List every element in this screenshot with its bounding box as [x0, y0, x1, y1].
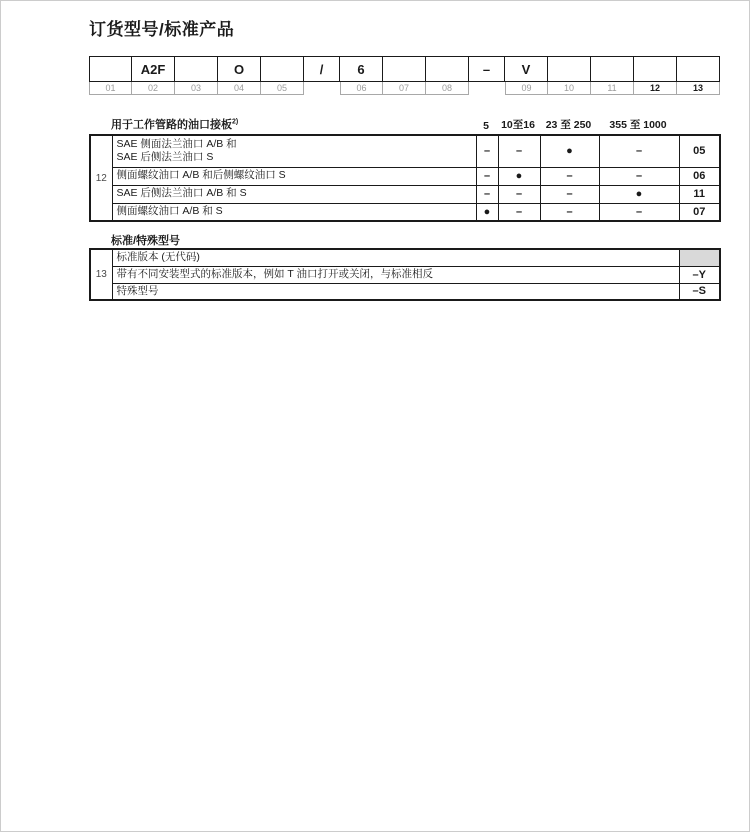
availability-cell: ● [476, 203, 498, 221]
row-label: 标准版本 (无代码) [112, 249, 679, 266]
code-cell-13 [677, 56, 720, 82]
row-label: 特殊型号 [112, 283, 679, 300]
footnote-marker: 2) [232, 118, 239, 126]
availability-cell: – [476, 167, 498, 185]
size-header-355-1000: 355 至 1000 [609, 119, 667, 131]
availability-cell: ● [540, 135, 599, 167]
availability-cell: – [476, 185, 498, 203]
size-header-23-250: 23 至 250 [545, 119, 592, 131]
code-cell-06: 6 [340, 56, 383, 82]
position-number: 05 [261, 82, 304, 95]
page-title: 订货型号/标准产品 [89, 20, 235, 39]
ordering-code-positions [89, 82, 720, 95]
position-number: 09 [505, 82, 548, 95]
availability-cell: – [599, 167, 679, 185]
option-code: 07 [679, 203, 720, 221]
code-cell-separator-slash: / [304, 56, 340, 82]
code-cell-05 [261, 56, 304, 82]
code-cell-04: O [218, 56, 261, 82]
row-label [112, 185, 476, 203]
table-row [90, 135, 720, 167]
table-row [90, 185, 720, 203]
position-gap [304, 82, 340, 95]
position-number: 01 [89, 82, 132, 95]
size-header-10-16: 10至16 [501, 119, 535, 131]
availability-cell: – [540, 185, 599, 203]
code-cell-10 [548, 56, 591, 82]
code-cell-12 [634, 56, 677, 82]
position-number: 10 [548, 82, 591, 95]
position-number: 03 [175, 82, 218, 95]
standard-special-table [89, 248, 721, 301]
code-cell-01 [89, 56, 132, 82]
section-number: 13 [90, 249, 112, 300]
ordering-code-row [89, 56, 720, 82]
row-label-line: SAE 后侧法兰油口 S [116, 151, 214, 164]
option-code: –S [679, 283, 720, 300]
table-row [90, 249, 720, 266]
standard-special-header: 标准/特殊型号 [111, 235, 181, 247]
row-label [112, 203, 476, 221]
option-code: 06 [679, 167, 720, 185]
port-plates-table [89, 134, 721, 222]
code-cell-11 [591, 56, 634, 82]
code-cell-08 [426, 56, 469, 82]
availability-cell: ● [599, 185, 679, 203]
code-cell-03 [175, 56, 218, 82]
option-code-shaded [679, 249, 720, 266]
code-cell-09: V [505, 56, 548, 82]
table-row [90, 203, 720, 221]
row-label-line: SAE 后侧法兰油口 A/B 和 S [116, 187, 247, 200]
row-label-line: 侧面螺纹油口 A/B 和后侧螺纹油口 S [116, 169, 286, 182]
availability-cell: – [498, 135, 540, 167]
code-cell-02: A2F [132, 56, 175, 82]
position-number: 07 [383, 82, 426, 95]
position-number: 06 [340, 82, 383, 95]
position-number-highlighted: 12 [634, 82, 677, 95]
row-label-line: 侧面螺纹油口 A/B 和 S [116, 204, 223, 217]
option-code: 05 [679, 135, 720, 167]
position-number: 08 [426, 82, 469, 95]
row-label-line: SAE 侧面法兰油口 A/B 和 [116, 137, 237, 150]
option-code: 11 [679, 185, 720, 203]
code-cell-separator-dash: – [469, 56, 505, 82]
position-number: 11 [591, 82, 634, 95]
row-label [112, 135, 476, 167]
position-number: 02 [132, 82, 175, 95]
section-number: 12 [90, 135, 112, 221]
position-gap [469, 82, 505, 95]
availability-cell: – [599, 203, 679, 221]
table-row [90, 167, 720, 185]
availability-cell: – [599, 135, 679, 167]
port-plates-header-row [89, 114, 720, 133]
port-plates-header: 用于工作管路的油口接板$^{2)}$ [111, 118, 239, 131]
table-row [90, 266, 720, 283]
availability-cell: – [540, 203, 599, 221]
availability-cell: – [476, 135, 498, 167]
availability-cell: – [498, 185, 540, 203]
availability-cell: – [540, 167, 599, 185]
size-header-5: 5 [483, 120, 489, 132]
availability-cell: – [498, 203, 540, 221]
position-number: 04 [218, 82, 261, 95]
table-row [90, 283, 720, 300]
position-number-highlighted: 13 [677, 82, 720, 95]
row-label [112, 167, 476, 185]
option-code: –Y [679, 266, 720, 283]
availability-cell: ● [498, 167, 540, 185]
code-cell-07 [383, 56, 426, 82]
row-label: 带有不同安装型式的标准版本，例如 T 油口打开或关闭，与标准相反 [112, 266, 679, 283]
